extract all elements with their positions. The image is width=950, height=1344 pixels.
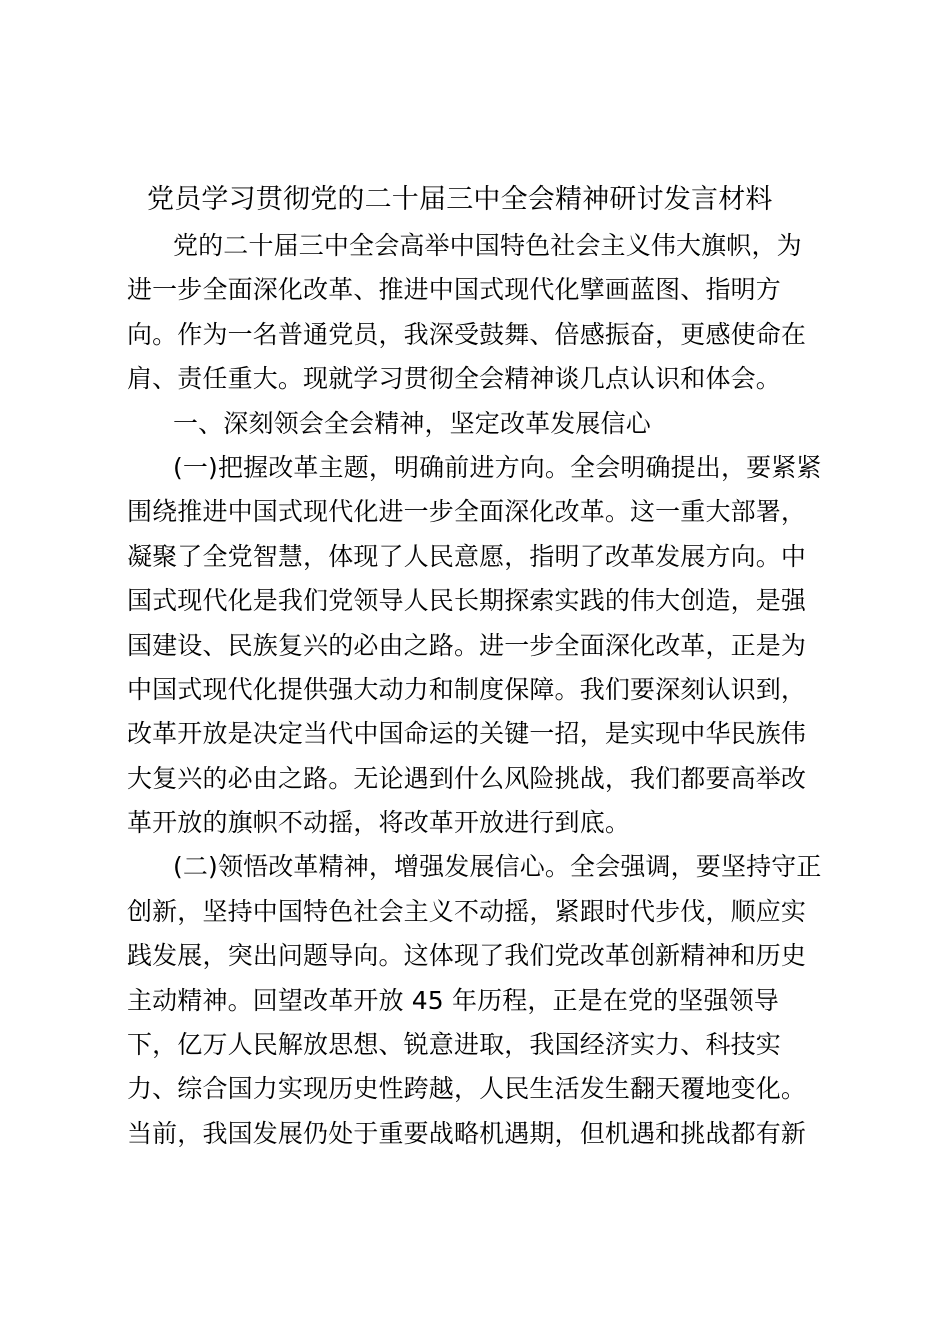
text-line: 当前，我国发展仍处于重要战略机遇期，但机遇和挑战都有新 <box>127 1118 807 1148</box>
text-line: 践发展，突出问题导向。这体现了我们党改革创新精神和历史 <box>127 941 807 971</box>
text-line: 党的二十届三中全会高举中国特色社会主义伟大旗帜，为 <box>173 231 802 260</box>
text-line: 向。作为一名普通党员，我深受鼓舞、倍感振奋，更感使命在 <box>127 319 807 349</box>
text-line: 力、综合国力实现历史性跨越，人民生活发生翻天覆地变化。 <box>127 1074 807 1104</box>
text-line: 改革开放是决定当代中国命运的关键一招，是实现中华民族伟 <box>127 719 807 749</box>
document-title: 党员学习贯彻党的二十届三中全会精神研讨发言材料 <box>147 184 773 215</box>
text-line: 下，亿万人民解放思想、锐意进取，我国经济实力、科技实 <box>127 1030 781 1060</box>
text-line: 凝聚了全党智慧，体现了人民意愿，指明了改革发展方向。中 <box>127 541 807 571</box>
text-line: (二)领悟改革精神，增强发展信心。全会强调，要坚持守正 <box>173 852 822 882</box>
text-line: 国式现代化是我们党领导人民长期探索实践的伟大创造，是强 <box>127 586 807 616</box>
text-line: 创新，坚持中国特色社会主义不动摇，紧跟时代步伐，顺应实 <box>127 896 807 926</box>
text-line: 肩、责任重大。现就学习贯彻全会精神谈几点认识和体会。 <box>127 364 781 394</box>
document-body <box>127 224 827 1156</box>
text-line: 主动精神。回望改革开放 45 年历程，正是在党的坚强领导 <box>127 985 779 1015</box>
text-line: 革开放的旗帜不动摇，将改革开放进行到底。 <box>127 808 631 838</box>
text-line: 中国式现代化提供强大动力和制度保障。我们要深刻认识到， <box>127 674 807 704</box>
text-line: 一、深刻领会全会精神，坚定改革发展信心 <box>173 408 651 438</box>
text-line: 国建设、民族复兴的必由之路。进一步全面深化改革，正是为 <box>127 630 807 660</box>
text-line: 进一步全面深化改革、推进中国式现代化擘画蓝图、指明方 <box>127 275 781 305</box>
text-line: 围绕推进中国式现代化进一步全面深化改革。这一重大部署， <box>127 497 807 527</box>
text-line: (一)把握改革主题，明确前进方向。全会明确提出，要紧紧 <box>173 452 822 482</box>
text-line: 大复兴的必由之路。无论遇到什么风险挑战，我们都要高举改 <box>127 763 807 793</box>
